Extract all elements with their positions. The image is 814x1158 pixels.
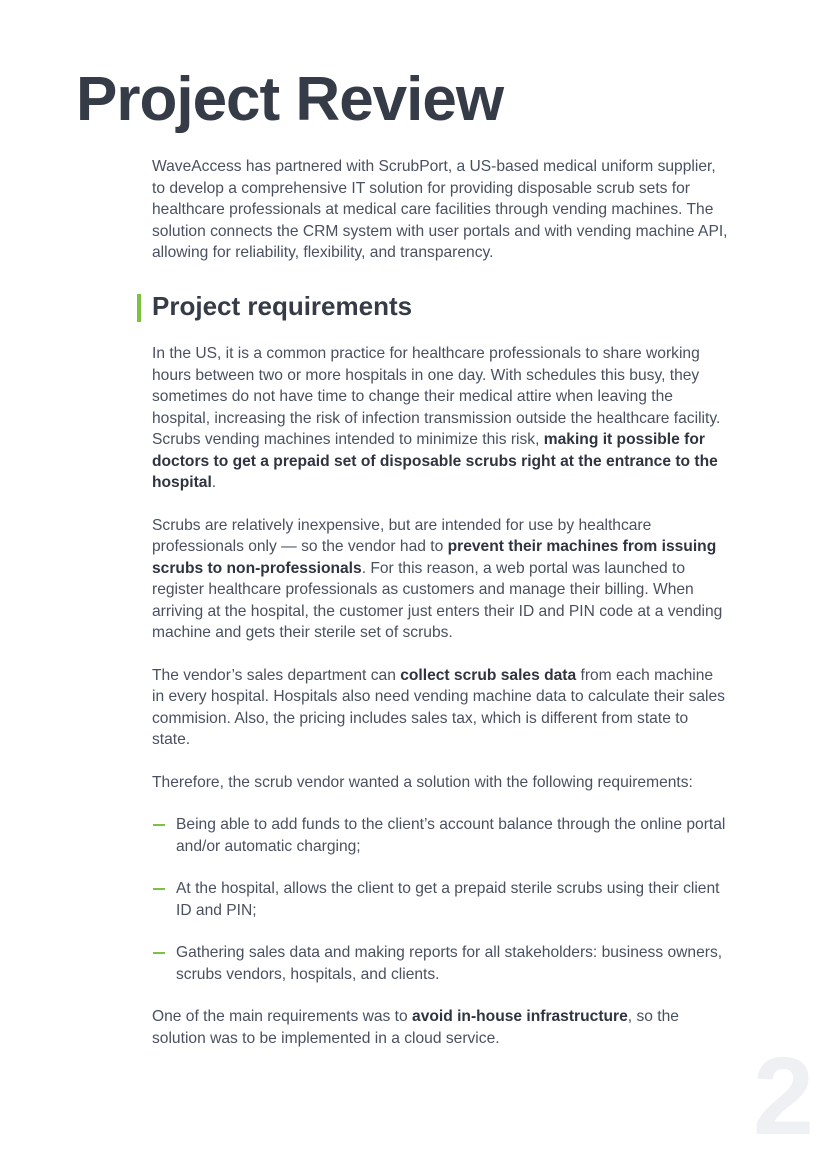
document-body bbox=[152, 156, 728, 1070]
paragraph-context-text: In the US, it is a common practice for healthcare professionals to share working hours between two or more hospitals in one day. With schedules this busy, they sometimes do not have time to change their medical attire when leaving the hospital, increasing the risk of infection transmission outside the healthcare facility. Scrubs vending machines intended to minimize this risk, bbox=[152, 345, 721, 449]
paragraph-cloud-start: One of the main requirements was to bbox=[152, 1008, 413, 1026]
dash-bullet-icon bbox=[153, 952, 165, 954]
paragraph-cloud bbox=[152, 1006, 728, 1049]
list-item bbox=[152, 942, 728, 985]
paragraph-portal bbox=[152, 515, 728, 644]
paragraph-sales-end: from each machine in every hospital. Hospitals also need vending machine data to calculate their sales commision. Also, the pricing includes sales tax, which is different from state to state. bbox=[152, 666, 725, 749]
list-item bbox=[152, 878, 728, 921]
paragraph-requirements-intro: Therefore, the scrub vendor wanted a solution with the following requirements: bbox=[152, 773, 693, 791]
paragraph-sales-start: The vendor’s sales department can bbox=[152, 666, 401, 684]
paragraph-cloud-end: , so the solution was to be implemented in a cloud service. bbox=[152, 1008, 679, 1047]
paragraph-context-end: . bbox=[211, 474, 217, 492]
paragraph-context bbox=[152, 343, 728, 494]
paragraph-sales-highlight: collect scrub sales data bbox=[400, 666, 577, 684]
list-item-text: Being able to add funds to the client’s account balance through the online portal and/or automatic charging; bbox=[176, 816, 726, 855]
list-item-text: At the hospital, allows the client to get a prepaid sterile scrubs using their client ID and PIN; bbox=[176, 880, 720, 919]
paragraph-context-highlight: making it possible for doctors to get a prepaid set of disposable scrubs right at the entrance to the hospital bbox=[152, 431, 718, 492]
page-number: 2 bbox=[752, 1035, 814, 1158]
paragraph-sales bbox=[152, 665, 728, 751]
requirements-list bbox=[152, 814, 728, 985]
paragraph-portal-end: . For this reason, a web portal was launched to register healthcare professionals as customers and manage their billing. When arriving at the hospital, the customer just enters their ID and PIN code at a vending machine and gets their sterile set of scrubs. bbox=[152, 559, 723, 642]
intro-paragraph: WaveAccess has partnered with ScrubPort, a US-based medical uniform supplier, to develop a comprehensive IT solution for providing disposable scrub sets for healthcare professionals at medical care facilities through vending machines. The solution connects the CRM system with user portals and with vending machine API, allowing for reliability, flexibility, and transparency. bbox=[152, 158, 728, 261]
dash-bullet-icon bbox=[153, 824, 165, 826]
heading-accent-bar bbox=[137, 294, 141, 322]
page-title: Project Review bbox=[76, 65, 504, 134]
list-item bbox=[152, 814, 728, 857]
paragraph-portal-highlight: prevent their machines from issuing scrubs to non-professionals bbox=[152, 538, 717, 577]
section-heading bbox=[152, 290, 728, 324]
paragraph-cloud-highlight: avoid in-house infrastructure bbox=[412, 1008, 628, 1026]
dash-bullet-icon bbox=[153, 888, 165, 890]
list-item-text: Gathering sales data and making reports for all stakeholders: business owners, scrubs vendors, hospitals, and clients. bbox=[176, 944, 723, 983]
paragraph-portal-start: Scrubs are relatively inexpensive, but are intended for use by healthcare professionals only — so the vendor had to bbox=[152, 516, 652, 556]
section-heading-text: Project requirements bbox=[152, 290, 413, 321]
